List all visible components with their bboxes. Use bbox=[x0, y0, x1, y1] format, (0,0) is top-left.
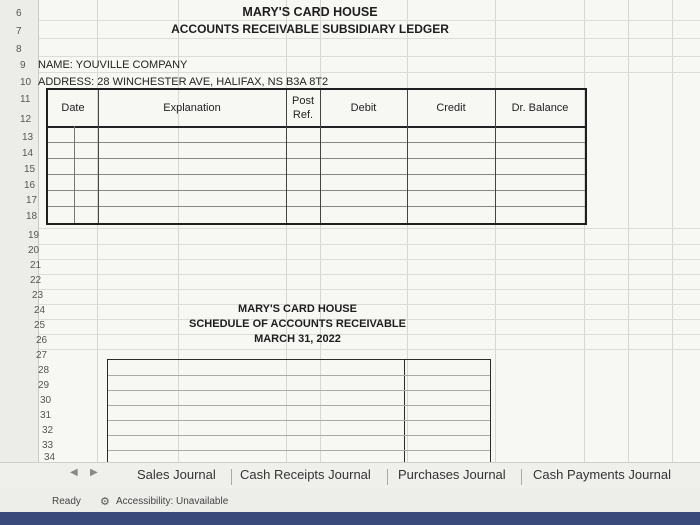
grid-row-line bbox=[38, 274, 700, 275]
tab-separator bbox=[231, 469, 232, 485]
tab-separator bbox=[387, 469, 388, 485]
grid-row-line bbox=[38, 38, 700, 39]
tab-sales-journal[interactable]: Sales Journal bbox=[137, 467, 216, 482]
row-number[interactable]: 22 bbox=[30, 275, 42, 286]
header-credit[interactable]: Credit bbox=[436, 102, 466, 114]
row-number[interactable]: 12 bbox=[20, 114, 32, 125]
schedule-row-line bbox=[108, 450, 490, 451]
ledger-row-line bbox=[48, 158, 585, 159]
tab-scroll-right-icon[interactable]: ▶ bbox=[90, 467, 98, 478]
row-number[interactable]: 6 bbox=[16, 8, 22, 19]
taskbar-strip bbox=[0, 512, 700, 525]
header-date[interactable]: Date bbox=[61, 102, 85, 114]
row-number[interactable]: 24 bbox=[34, 305, 46, 316]
grid-row-line bbox=[38, 228, 700, 229]
schedule-date: MARCH 31, 2022 bbox=[254, 333, 341, 345]
ledger-row-line bbox=[48, 190, 585, 191]
row-number[interactable]: 30 bbox=[40, 395, 52, 406]
row-number[interactable]: 19 bbox=[28, 230, 40, 241]
tab-separator bbox=[521, 469, 522, 485]
header-explanation[interactable]: Explanation bbox=[163, 102, 221, 114]
ledger-row-line bbox=[48, 142, 585, 143]
row-number[interactable]: 26 bbox=[36, 335, 48, 346]
grid-row-line bbox=[38, 72, 700, 73]
header-post-ref[interactable] bbox=[286, 90, 320, 126]
row-number[interactable]: 23 bbox=[32, 290, 44, 301]
tab-cash-payments-journal[interactable]: Cash Payments Journal bbox=[533, 467, 672, 482]
grid-row-line bbox=[38, 289, 700, 290]
row-number[interactable]: 34 bbox=[44, 452, 56, 462]
ledger-company-title: MARY'S CARD HOUSE bbox=[242, 5, 378, 19]
accessibility-status[interactable]: Accessibility: Unavailable bbox=[116, 496, 229, 507]
row-number[interactable]: 27 bbox=[36, 350, 48, 361]
ledger-row-line bbox=[48, 206, 585, 207]
grid-row-line bbox=[38, 244, 700, 245]
row-number[interactable]: 25 bbox=[34, 320, 46, 331]
grid-col-line bbox=[672, 0, 673, 462]
ledger-row-line bbox=[48, 174, 585, 175]
row-number[interactable]: 33 bbox=[42, 440, 54, 451]
schedule-table bbox=[107, 359, 491, 462]
grid-row-line bbox=[38, 20, 700, 21]
ledger-col-line bbox=[407, 90, 408, 223]
date-split-line bbox=[74, 126, 75, 223]
tab-purchases-journal[interactable]: Purchases Journal bbox=[398, 467, 506, 482]
row-number[interactable]: 8 bbox=[16, 44, 22, 55]
ledger-col-line bbox=[320, 90, 321, 223]
customer-name[interactable]: NAME: YOUVILLE COMPANY bbox=[38, 59, 188, 71]
schedule-company-title: MARY'S CARD HOUSE bbox=[238, 303, 357, 315]
row-number[interactable]: 11 bbox=[20, 94, 31, 105]
grid-col-line bbox=[584, 0, 585, 462]
ledger-col-line bbox=[98, 90, 99, 223]
row-number[interactable]: 10 bbox=[20, 77, 32, 88]
grid-col-line bbox=[628, 0, 629, 462]
header-post-ref-line2: Ref. bbox=[292, 109, 314, 121]
row-number[interactable]: 32 bbox=[42, 425, 54, 436]
status-ready: Ready bbox=[52, 496, 81, 507]
row-number[interactable]: 15 bbox=[24, 164, 36, 175]
ledger-col-line bbox=[286, 90, 287, 223]
customer-address[interactable]: ADDRESS: 28 WINCHESTER AVE, HALIFAX, NS B3A 8T2 bbox=[38, 76, 329, 88]
row-number[interactable]: 9 bbox=[20, 60, 26, 71]
header-dr-balance[interactable]: Dr. Balance bbox=[511, 102, 569, 114]
grid-row-line bbox=[38, 56, 700, 57]
row-number[interactable]: 18 bbox=[26, 211, 38, 222]
row-number[interactable]: 17 bbox=[26, 195, 38, 206]
tab-scroll-left-icon[interactable]: ◀ bbox=[70, 467, 78, 478]
row-number[interactable]: 13 bbox=[22, 132, 34, 143]
schedule-row-line bbox=[108, 390, 490, 391]
row-number[interactable]: 28 bbox=[38, 365, 50, 376]
row-number[interactable]: 20 bbox=[28, 245, 40, 256]
ledger-subtitle: ACCOUNTS RECEIVABLE SUBSIDIARY LEDGER bbox=[171, 22, 449, 36]
grid-row-line bbox=[38, 349, 700, 350]
row-number[interactable]: 31 bbox=[40, 410, 52, 421]
schedule-row-line bbox=[108, 405, 490, 406]
grid-col-line bbox=[495, 0, 496, 462]
ledger-table bbox=[46, 88, 587, 225]
ledger-col-line bbox=[495, 90, 496, 223]
tab-cash-receipts-journal[interactable]: Cash Receipts Journal bbox=[240, 467, 371, 482]
schedule-row-line bbox=[108, 375, 490, 376]
row-number[interactable]: 29 bbox=[38, 380, 50, 391]
schedule-row-line bbox=[108, 435, 490, 436]
row-number[interactable]: 16 bbox=[24, 180, 36, 191]
row-header-column bbox=[0, 0, 56, 462]
header-debit[interactable]: Debit bbox=[350, 102, 377, 114]
row-number[interactable]: 14 bbox=[22, 148, 34, 159]
schedule-row-line bbox=[108, 420, 490, 421]
header-post-ref-line1: Post bbox=[291, 95, 314, 107]
grid-row-line bbox=[38, 259, 700, 260]
sheet-tab-bar bbox=[0, 462, 700, 489]
row-number[interactable]: 21 bbox=[30, 260, 42, 271]
accessibility-icon[interactable]: ⚙ bbox=[100, 496, 110, 508]
schedule-subtitle: SCHEDULE OF ACCOUNTS RECEIVABLE bbox=[189, 318, 406, 330]
header-divider bbox=[48, 126, 585, 128]
row-number[interactable]: 7 bbox=[16, 26, 22, 37]
